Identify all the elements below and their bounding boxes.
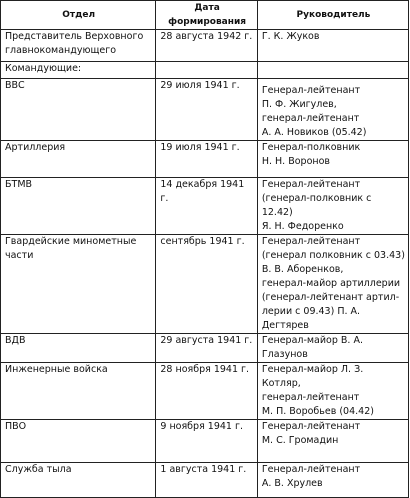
leader-cell: Генерал-полковник Н. Н. Воронов [257,141,408,178]
date-cell: 29 августа 1941 г. [156,334,257,363]
section-label: Командующие: [1,62,156,79]
unit-cell: Инженерные войска [1,363,156,420]
table-row [1,334,409,363]
date-cell: 28 августа 1942 г. [156,30,257,62]
table-row [1,463,409,498]
leader-cell: Генерал-лейтенант (генерал-полковник с 12.42) Я. Н. Федоренко [257,178,408,235]
leader-cell: Генерал-лейтенант (генерал полковник с 03.43) В. В. Аборенков, генерал-майор артиллерии (генерал-лейтенант артил- лерии с 09.43) П. А. Дегтярев [257,235,408,334]
unit-cell: Артиллерия [1,141,156,178]
unit-cell: ВВС [1,79,156,141]
date-cell: 14 декабря 1941 г. [156,178,257,235]
leader-cell: Генерал-лейтенант М. С. Громадин [257,420,408,463]
table-row [1,141,409,178]
unit-cell: БТМВ [1,178,156,235]
unit-cell: Представитель Верховного главнокомандующего [1,30,156,62]
date-cell: 9 ноября 1941 г. [156,420,257,463]
unit-cell: Гвардейские минометные части [1,235,156,334]
header-leader: Руководитель [257,1,408,30]
date-cell: сентябрь 1941 г. [156,235,257,334]
section-row [1,62,409,79]
leader-cell: Г. К. Жуков [257,30,408,62]
unit-cell: Служба тыла [1,463,156,498]
table-row [1,30,409,62]
header-date: Дата формирования [156,1,257,30]
header-row [1,1,409,30]
leader-cell: Генерал-майор Л. З. Котляр, генерал-лейтенант М. П. Воробьев (04.42) [257,363,408,420]
unit-cell: ПВО [1,420,156,463]
unit-cell: ВДВ [1,334,156,363]
date-cell: 19 июля 1941 г. [156,141,257,178]
table-row [1,363,409,420]
leader-cell: Генерал-лейтенант А. В. Хрулев [257,463,408,498]
header-unit: Отдел [1,1,156,30]
table-row [1,420,409,463]
date-cell: 29 июля 1941 г. [156,79,257,141]
table-row [1,235,409,334]
table-row [1,178,409,235]
leader-cell: Генерал-майор В. А. Глазунов [257,334,408,363]
leader-cell: Генерал-лейтенант П. Ф. Жигулев, генерал-лейтенант А. А. Новиков (05.42) [257,79,408,141]
table-row [1,79,409,141]
date-cell: 28 ноября 1941 г. [156,363,257,420]
date-cell: 1 августа 1941 г. [156,463,257,498]
